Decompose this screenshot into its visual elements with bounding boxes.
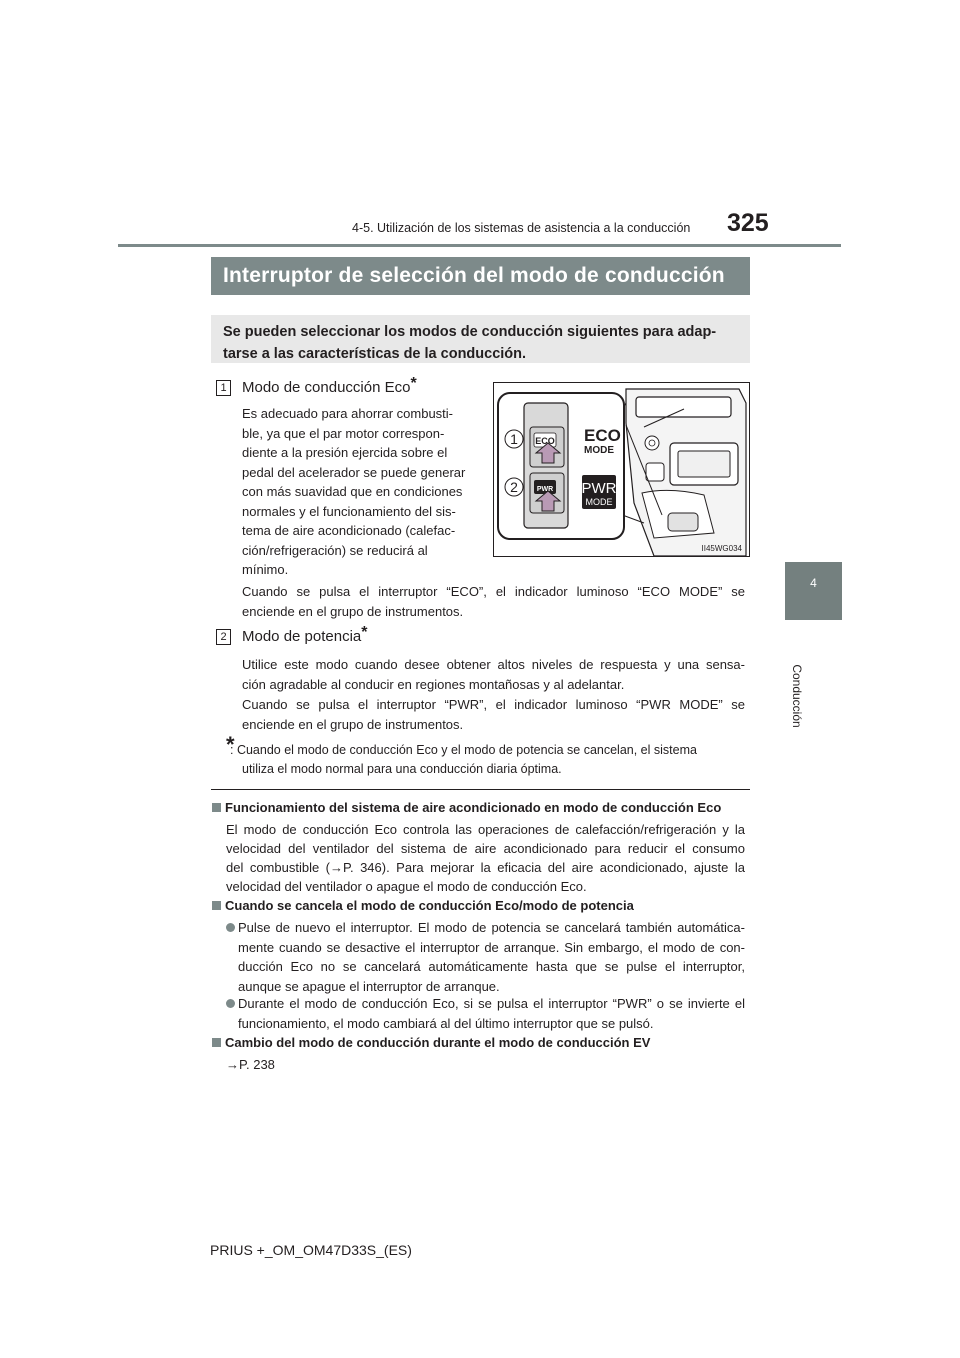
text-line: tema de aire acondicionado (calefac- (242, 523, 456, 538)
text-line: ción agradable al conducir en regiones montañosas y al adelantar. (242, 676, 625, 692)
eco-indicator: ECO (584, 426, 621, 445)
note-heading-text: Cuando se cancela el modo de conducción Eco/modo de potencia (225, 898, 634, 913)
item-description (242, 404, 478, 580)
text-line: Durante el modo de conducción Eco, si se pulsa el interruptor “PWR” o se invierte el (238, 996, 745, 1011)
text-line: diente a la presión ejercida sobre el (242, 445, 448, 460)
text-line: El modo de conducción Eco controla las operaciones de calefacción/refrigeración y la (226, 822, 745, 837)
text-line: : Cuando el modo de conducción Eco y el modo de potencia se cancelan, el sistema (230, 743, 697, 757)
pwr-indicator: PWR (581, 480, 617, 497)
text-line: ducción Eco no se cancelará automáticamente hasta que se pulse el interruptor, (238, 959, 745, 974)
text-line: enciende en el grupo de instrumentos. (242, 716, 464, 732)
square-bullet-icon (212, 803, 221, 812)
item-marker: 2 (216, 629, 231, 645)
asterisk-mark: * (361, 624, 368, 641)
callout-number: 1 (510, 431, 518, 447)
pwr-button-label: PWR (536, 486, 554, 493)
item-title (242, 624, 368, 645)
chapter-tab (785, 562, 842, 620)
note-heading (212, 1035, 650, 1050)
note-heading-text: Cambio del modo de conducción durante el modo de conducción EV (225, 1035, 651, 1050)
note-body (226, 820, 745, 896)
round-bullet-icon (226, 999, 235, 1008)
pwr-mode-indicator: MODE (585, 497, 613, 507)
text-line: aunque se apague el interruptor de arranque. (238, 978, 500, 994)
intro-line: Se pueden seleccionar los modos de conducción siguientes para adap- (223, 324, 717, 340)
header-rule (118, 244, 841, 247)
eco-button-label: ECO (535, 436, 555, 446)
note-heading-text: Funcionamiento del sistema de aire acondicionado en modo de conducción Eco (225, 800, 722, 815)
section-divider (211, 789, 750, 790)
item-description (242, 655, 745, 694)
chapter-number: 4 (810, 576, 817, 590)
note-bullet (238, 918, 745, 996)
note-heading (212, 800, 721, 815)
intro-box (211, 315, 750, 363)
text-line: normales y el funcionamiento del sis- (242, 503, 456, 519)
figure-code: II45WG034 (701, 544, 742, 553)
text-line: Es adecuado para ahorrar combusti- (242, 406, 454, 421)
footnote-mark: * (226, 732, 235, 757)
text-line: funcionamiento, el modo cambiará al del último interruptor que se pulsó. (238, 1015, 654, 1031)
text-line: del combustible (→P. 346). Para mejorar la eficacia del aire acondicionado, ajuste la (226, 860, 745, 875)
text-line: Utilice este modo cuando desee obtener altos niveles de respuesta y una sensa- (242, 657, 745, 672)
item-title-text: Modo de conducción Eco (242, 379, 411, 396)
item-note (242, 695, 745, 734)
eco-mode-indicator: MODE (584, 445, 614, 456)
chapter-label: Conducción (790, 664, 804, 728)
text-line: Cuando se pulsa el interruptor “PWR”, el indicador luminoso “PWR MODE” se (242, 697, 745, 712)
model-code: PRIUS +_OM_OM47D33S_(ES) (210, 1242, 412, 1258)
text-line: ción/refrigeración) se reducirá al (242, 542, 428, 558)
switch-illustration (493, 382, 750, 557)
item-title-text: Modo de potencia (242, 628, 362, 645)
text-line: Cuando se pulsa el interruptor “ECO”, el indicador luminoso “ECO MODE” se (242, 584, 745, 599)
item-marker: 1 (216, 380, 231, 396)
text-line: Pulse de nuevo el interruptor. El modo de potencia se cancelará también automática- (238, 920, 745, 935)
text-line: utiliza el modo normal para una conducción diaria óptima. (242, 762, 562, 776)
page-reference: →P. 238 (226, 1057, 275, 1072)
text-line: enciende en el grupo de instrumentos. (242, 603, 464, 619)
asterisk-mark: * (410, 375, 417, 392)
square-bullet-icon (212, 1038, 221, 1047)
square-bullet-icon (212, 901, 221, 910)
text-line: mínimo. (242, 562, 289, 577)
note-bullet (238, 994, 745, 1033)
text-line: velocidad del ventilador o apague el modo de conducción Eco. (226, 879, 587, 894)
section-title: 4-5. Utilización de los sistemas de asistencia a la conducción (352, 221, 691, 235)
text-line: ble, ya que el par motor correspon- (242, 425, 445, 441)
item-note (242, 582, 745, 621)
item-title (242, 375, 417, 396)
footnote (226, 732, 747, 779)
callout-number: 2 (510, 479, 518, 495)
note-heading (212, 898, 634, 913)
text-line: con más suavidad que en condiciones (242, 484, 463, 499)
round-bullet-icon (226, 923, 235, 932)
text-line: mente cuando se desactive el interruptor de arranque. Sin embargo, el modo de con- (238, 939, 745, 955)
illustration-svg (494, 383, 749, 556)
text-line: velocidad del ventilador del sistema de aire acondicionado para reducir el consumo (226, 841, 745, 856)
text-line: pedal del acelerador se puede generar (242, 464, 466, 480)
intro-line: tarse a las características de la conducción. (223, 346, 527, 362)
page-title: Interruptor de selección del modo de conducción (211, 257, 750, 295)
page-number: 325 (727, 209, 769, 237)
